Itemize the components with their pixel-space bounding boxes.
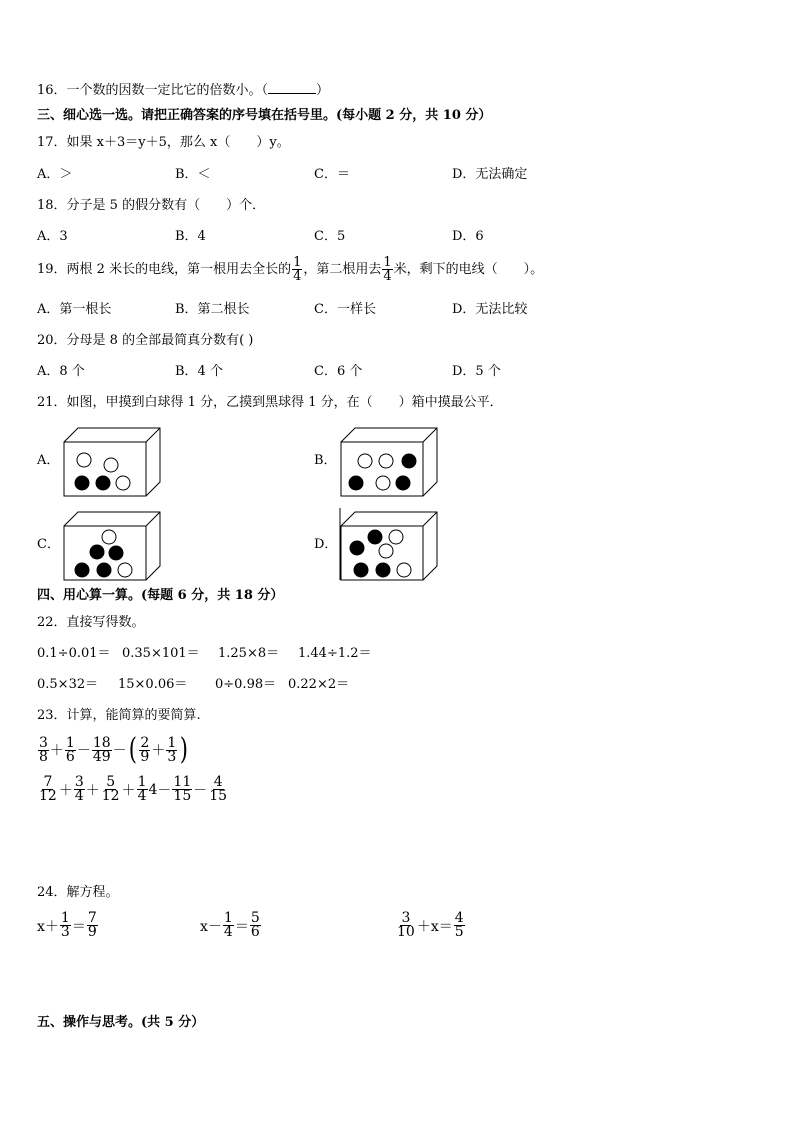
q19-option-d[interactable]: D．无法比较 [452,302,528,317]
calc-item: 0.35×101＝ [122,646,200,661]
ball-box-c-image [60,508,164,584]
question-17: 17．如果 x＋3＝y＋5，那么 x（ ）y。 [37,135,290,150]
q18-option-c[interactable]: C．5 [314,229,346,244]
question-23: 23．计算，能简算的要简算. [37,708,201,723]
q17-option-b[interactable]: B．＜ [175,167,211,182]
q17-option-a[interactable]: A．＞ [37,167,73,182]
q20-option-c[interactable]: C．6 个 [314,364,363,379]
calc-item: 1.25×8＝ [218,646,280,661]
question-22: 22．直接写得数。 [37,615,145,630]
q19-option-b[interactable]: B．第二根长 [175,302,250,317]
answer-blank[interactable] [268,82,316,94]
question-19: 19．两根 2 米长的电线，第一根用去全长的 1 4 ，第二根用去 1 4 米，剩下的电线（ ）。 [37,255,544,284]
question-16: 16．一个数的因数一定比它的倍数小。（ ） [37,83,330,98]
calc-item: 0÷0.98＝ [215,677,277,692]
expression-2: 7 12 ＋ 3 4 ＋ 5 12 ＋ 1 4 4 － 11 15 － 4 15 [39,774,228,804]
question-16-text: 16．一个数的因数一定比它的倍数小。（ [37,83,269,98]
q17-option-d[interactable]: D．无法确定 [452,167,528,182]
ball-box-a-image [60,424,164,500]
section-3-heading: 三、细心选一选。请把正确答案的序号填在括号里。(每小题 2 分，共 10 分） [37,108,492,123]
q21-option-b[interactable]: B． [314,453,337,468]
q20-option-b[interactable]: B．4 个 [175,364,223,379]
q18-option-b[interactable]: B．4 [175,229,206,244]
q18-option-a[interactable]: A．3 [37,229,68,244]
q19-option-a[interactable]: A．第一根长 [37,302,112,317]
q20-option-a[interactable]: A．8 个 [37,364,85,379]
fraction: 1 4 [293,255,302,284]
question-24: 24．解方程。 [37,885,119,900]
calc-item: 0.5×32＝ [37,677,99,692]
calc-item: 15×0.06＝ [118,677,188,692]
q21-option-d[interactable]: D． [314,537,338,552]
q17-option-c[interactable]: C．＝ [314,167,350,182]
ball-box-d-image [337,508,441,584]
q21-option-c[interactable]: C． [37,537,60,552]
section-4-heading: 四、用心算一算。(每题 6 分，共 18 分） [37,588,284,603]
ball-box-b-image [337,424,441,500]
fraction: 1 4 [383,255,392,284]
calc-item: 0.22×2＝ [288,677,350,692]
equation-1: x＋ 1 3 ＝ 7 9 [37,910,97,940]
q20-option-d[interactable]: D．5 个 [452,364,501,379]
calc-item: 0.1÷0.01＝ [37,646,111,661]
question-21: 21．如图，甲摸到白球得 1 分，乙摸到黑球得 1 分，在（ ）箱中摸最公平． [37,395,503,410]
calc-item: 1.44÷1.2＝ [298,646,372,661]
section-5-heading: 五、操作与思考。(共 5 分） [37,1015,205,1030]
equation-3: 3 10 ＋x＝ 4 5 [397,910,464,940]
question-20: 20．分母是 8 的全部最简真分数有( ) [37,333,254,348]
q21-option-a[interactable]: A． [37,453,60,468]
equation-2: x－ 1 4 ＝ 5 6 [200,910,260,940]
q18-option-d[interactable]: D．6 [452,229,484,244]
expression-1: 3 8 ＋ 1 6 － 18 49 － ( 2 9 ＋ 1 3 ) [39,732,189,767]
q19-option-c[interactable]: C．一样长 [314,302,376,317]
question-18: 18．分子是 5 的假分数有（ ）个． [37,198,266,213]
